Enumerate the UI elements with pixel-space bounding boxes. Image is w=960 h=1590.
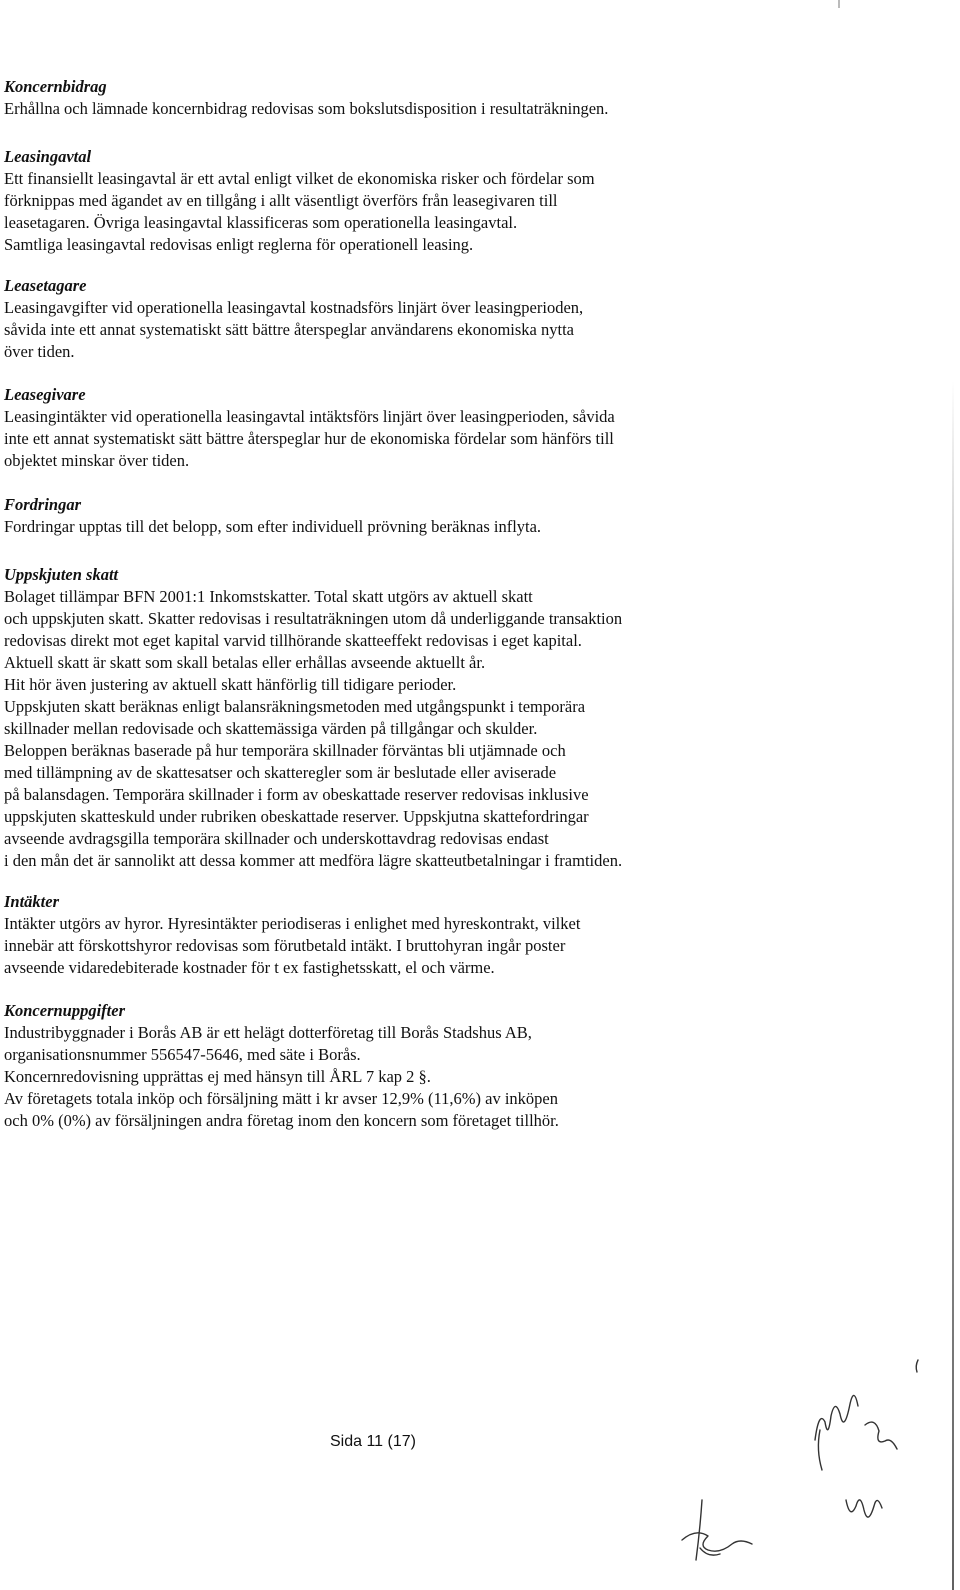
handwritten-initials [660,1350,950,1580]
paragraph-line: på balansdagen. Temporära skillnader i form av obeskattade reserver redovisas inklusive [4,785,589,804]
paragraph-line: Koncernredovisning upprättas ej med hänsyn till ÅRL 7 kap 2 §. [4,1067,431,1086]
page-number: Sida 11 (17) [330,1433,416,1450]
section-heading: Koncernbidrag [4,77,107,96]
paragraph-line: Intäkter utgörs av hyror. Hyresintäkter periodiseras i enlighet med hyreskontrakt, vilket [4,914,581,933]
scan-mark [838,0,840,8]
paragraph-line: Erhållna och lämnade koncernbidrag redovisas som bokslutsdisposition i resultaträkningen. [4,99,609,118]
paragraph-line: Beloppen beräknas baserade på hur temporära skillnader förväntas bli utjämnade och [4,741,566,760]
section-leasingavtal [4,146,904,256]
section-uppskjuten-skatt [4,564,904,872]
paragraph-line: uppskjuten skatteskuld under rubriken obeskattade reserver. Uppskjutna skattefordringar [4,807,589,826]
section-heading: Uppskjuten skatt [4,565,119,584]
paragraph-line: Av företagets totala inköp och försäljning mätt i kr avser 12,9% (11,6%) av inköpen [4,1089,558,1108]
paragraph-line: över tiden. [4,342,75,361]
section-heading: Intäkter [4,892,60,911]
paragraph-line: med tillämpning av de skattesatser och skatteregler som är beslutade eller aviserade [4,763,557,782]
paragraph-line: redovisas direkt mot eget kapital varvid tillhörande skatteeffekt redovisas i eget kapital. [4,631,582,650]
paragraph-line: organisationsnummer 556547-5646, med säte i Borås. [4,1045,361,1064]
paragraph-line: innebär att förskottshyror redovisas som förutbetald intäkt. I bruttohyran ingår poster [4,936,566,955]
paragraph-line: i den mån det är sannolikt att dessa kommer att medföra lägre skatteutbetalningar i framtiden. [4,851,623,870]
paragraph-line: Fordringar upptas till det belopp, som efter individuell prövning beräknas inflyta. [4,517,542,536]
paragraph-line: Hit hör även justering av aktuell skatt hänförlig till tidigare perioder. [4,675,457,694]
paragraph-line: Uppskjuten skatt beräknas enligt balansräkningsmetoden med utgångspunkt i temporära [4,697,586,716]
paragraph-line: förknippas med ägandet av en tillgång i allt väsentligt överförs från leasegivaren till [4,191,558,210]
section-intakter [4,891,904,979]
paragraph-line: objektet minskar över tiden. [4,451,190,470]
paragraph-line: inte ett annat systematiskt sätt bättre återspeglar hur de ekonomiska fördelar som hänförs till [4,429,614,448]
scan-edge-line [952,380,954,1590]
section-heading: Koncernuppgifter [4,1001,126,1020]
section-koncernuppgifter [4,1000,904,1132]
section-heading: Leasegivare [4,385,86,404]
paragraph-line: Industribyggnader i Borås AB är ett helägt dotterföretag till Borås Stadshus AB, [4,1023,532,1042]
section-koncernbidrag [4,76,904,120]
section-heading: Leasingavtal [4,147,92,166]
paragraph-line: Ett finansiellt leasingavtal är ett avtal enligt vilket de ekonomiska risker och fördelar som [4,169,595,188]
paragraph-line: Leasingavgifter vid operationella leasingavtal kostnadsförs linjärt över leasingperioden, [4,298,584,317]
paragraph-line: leasetagaren. Övriga leasingavtal klassificeras som operationella leasingavtal. [4,213,518,232]
paragraph-line: och 0% (0%) av försäljningen andra företag inom den koncern som företaget tillhör. [4,1111,559,1130]
paragraph-line: Leasingintäkter vid operationella leasingavtal intäktsförs linjärt över leasingperioden, såvida [4,407,615,426]
paragraph-line: avseende vidaredebiterade kostnader för t ex fastighetsskatt, el och värme. [4,958,495,977]
paragraph-line: Aktuell skatt är skatt som skall betalas eller erhållas avseende aktuellt år. [4,653,486,672]
section-leasegivare [4,384,904,472]
paragraph-line: avseende avdragsgilla temporära skillnader och underskottavdrag redovisas endast [4,829,549,848]
section-heading: Fordringar [4,495,82,514]
paragraph-line: Bolaget tillämpar BFN 2001:1 Inkomstskatter. Total skatt utgörs av aktuell skatt [4,587,533,606]
paragraph-line: och uppskjuten skatt. Skatter redovisas i resultaträkningen utom då underliggande transaktion [4,609,623,628]
paragraph-line: skillnader mellan redovisade och skattemässiga värden på tillgångar och skulder. [4,719,538,738]
paragraph-line: Samtliga leasingavtal redovisas enligt reglerna för operationell leasing. [4,235,474,254]
section-heading: Leasetagare [4,276,87,295]
paragraph-line: såvida inte ett annat systematiskt sätt bättre återspeglar användarens ekonomiska nytta [4,320,574,339]
section-leasetagare [4,275,904,363]
section-fordringar [4,494,904,538]
